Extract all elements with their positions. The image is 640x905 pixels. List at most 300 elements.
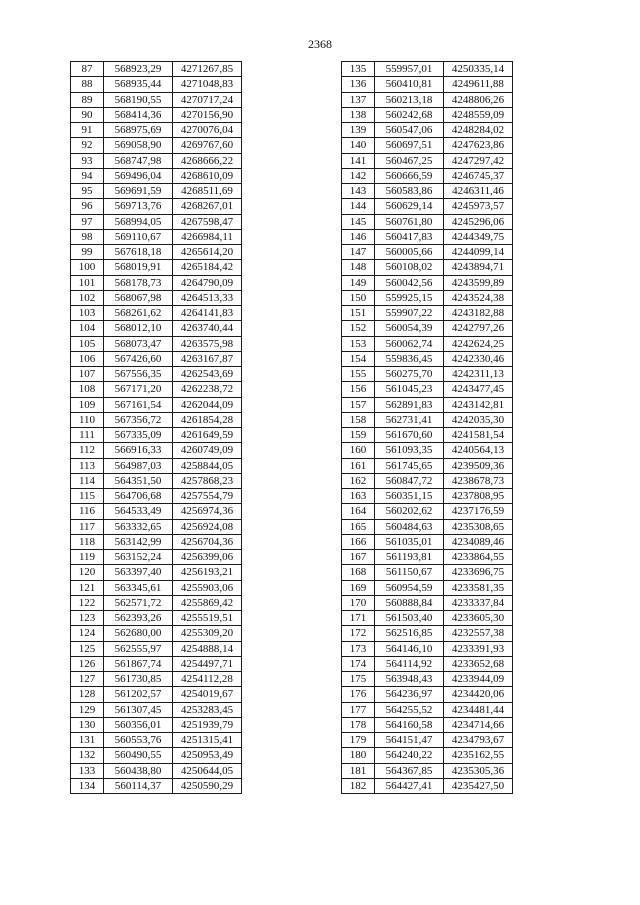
point-number-cell: 89 (71, 92, 104, 107)
y-coordinate-cell: 4233605,30 (444, 611, 513, 626)
table-row (342, 473, 513, 488)
point-number-cell: 93 (71, 153, 104, 168)
x-coordinate-cell: 564146,10 (375, 641, 444, 656)
x-coordinate-cell: 562571,72 (104, 595, 173, 610)
x-coordinate-cell: 561867,74 (104, 656, 173, 671)
point-number-cell: 166 (342, 534, 375, 549)
table-row (342, 138, 513, 153)
coordinates-table-right (341, 61, 513, 794)
y-coordinate-cell: 4270717,24 (173, 92, 242, 107)
table-row (71, 107, 242, 122)
table-row (342, 412, 513, 427)
y-coordinate-cell: 4243599,89 (444, 275, 513, 290)
x-coordinate-cell: 562393,26 (104, 611, 173, 626)
y-coordinate-cell: 4268610,09 (173, 168, 242, 183)
x-coordinate-cell: 561035,01 (375, 534, 444, 549)
table-row (342, 763, 513, 778)
point-number-cell: 112 (71, 443, 104, 458)
x-coordinate-cell: 568261,62 (104, 306, 173, 321)
x-coordinate-cell: 567618,18 (104, 245, 173, 260)
x-coordinate-cell: 560629,14 (375, 199, 444, 214)
table-row (342, 611, 513, 626)
y-coordinate-cell: 4243894,71 (444, 260, 513, 275)
table-row (342, 367, 513, 382)
y-coordinate-cell: 4237808,95 (444, 489, 513, 504)
x-coordinate-cell: 564151,47 (375, 733, 444, 748)
point-number-cell: 134 (71, 778, 104, 793)
table-row (342, 92, 513, 107)
table-row (342, 107, 513, 122)
y-coordinate-cell: 4265614,20 (173, 245, 242, 260)
point-number-cell: 137 (342, 92, 375, 107)
point-number-cell: 111 (71, 428, 104, 443)
table-row (71, 458, 242, 473)
point-number-cell: 141 (342, 153, 375, 168)
x-coordinate-cell: 559907,22 (375, 306, 444, 321)
y-coordinate-cell: 4234089,46 (444, 534, 513, 549)
y-coordinate-cell: 4257554,79 (173, 489, 242, 504)
page-number: 2368 (308, 37, 332, 51)
x-coordinate-cell: 567356,72 (104, 412, 173, 427)
table-row (71, 290, 242, 305)
y-coordinate-cell: 4255869,42 (173, 595, 242, 610)
table-row (342, 168, 513, 183)
x-coordinate-cell: 569110,67 (104, 229, 173, 244)
table-row (71, 733, 242, 748)
x-coordinate-cell: 561745,65 (375, 458, 444, 473)
table-row (342, 504, 513, 519)
point-number-cell: 131 (71, 733, 104, 748)
y-coordinate-cell: 4264513,33 (173, 290, 242, 305)
x-coordinate-cell: 561730,85 (104, 672, 173, 687)
table-row (71, 397, 242, 412)
table-row (71, 336, 242, 351)
point-number-cell: 182 (342, 778, 375, 793)
y-coordinate-cell: 4242035,30 (444, 412, 513, 427)
y-coordinate-cell: 4254888,14 (173, 641, 242, 656)
table-row (342, 443, 513, 458)
point-number-cell: 145 (342, 214, 375, 229)
y-coordinate-cell: 4263167,87 (173, 351, 242, 366)
y-coordinate-cell: 4258844,05 (173, 458, 242, 473)
table-row (342, 199, 513, 214)
x-coordinate-cell: 568073,47 (104, 336, 173, 351)
table-row (71, 534, 242, 549)
table-row (71, 550, 242, 565)
table-row (342, 534, 513, 549)
y-coordinate-cell: 4232557,38 (444, 626, 513, 641)
table-row (71, 778, 242, 793)
point-number-cell: 136 (342, 77, 375, 92)
table-row (342, 336, 513, 351)
y-coordinate-cell: 4251315,41 (173, 733, 242, 748)
table-row (71, 92, 242, 107)
point-number-cell: 97 (71, 214, 104, 229)
y-coordinate-cell: 4250644,05 (173, 763, 242, 778)
y-coordinate-cell: 4263575,98 (173, 336, 242, 351)
point-number-cell: 171 (342, 611, 375, 626)
table-row (342, 733, 513, 748)
table-row (71, 229, 242, 244)
table-row (342, 778, 513, 793)
table-row (342, 748, 513, 763)
x-coordinate-cell: 567426,60 (104, 351, 173, 366)
table-row (342, 245, 513, 260)
point-number-cell: 99 (71, 245, 104, 260)
table-row (71, 595, 242, 610)
y-coordinate-cell: 4254497,71 (173, 656, 242, 671)
y-coordinate-cell: 4235162,55 (444, 748, 513, 763)
y-coordinate-cell: 4255903,06 (173, 580, 242, 595)
x-coordinate-cell: 560847,72 (375, 473, 444, 488)
point-number-cell: 150 (342, 290, 375, 305)
y-coordinate-cell: 4256193,21 (173, 565, 242, 580)
point-number-cell: 147 (342, 245, 375, 260)
table-row (342, 62, 513, 77)
y-coordinate-cell: 4261854,28 (173, 412, 242, 427)
y-coordinate-cell: 4250335,14 (444, 62, 513, 77)
coordinates-table-left (70, 61, 242, 794)
x-coordinate-cell: 562731,41 (375, 412, 444, 427)
table-row (342, 275, 513, 290)
y-coordinate-cell: 4234481,44 (444, 702, 513, 717)
table-row (342, 595, 513, 610)
x-coordinate-cell: 562555,97 (104, 641, 173, 656)
y-coordinate-cell: 4240564,13 (444, 443, 513, 458)
x-coordinate-cell: 561307,45 (104, 702, 173, 717)
point-number-cell: 165 (342, 519, 375, 534)
point-number-cell: 94 (71, 168, 104, 183)
y-coordinate-cell: 4242797,26 (444, 321, 513, 336)
table-row (71, 489, 242, 504)
table-row (71, 123, 242, 138)
x-coordinate-cell: 568414,36 (104, 107, 173, 122)
point-number-cell: 175 (342, 672, 375, 687)
x-coordinate-cell: 560954,59 (375, 580, 444, 595)
y-coordinate-cell: 4239509,36 (444, 458, 513, 473)
y-coordinate-cell: 4268267,01 (173, 199, 242, 214)
table-row (342, 458, 513, 473)
y-coordinate-cell: 4260749,09 (173, 443, 242, 458)
x-coordinate-cell: 560242,68 (375, 107, 444, 122)
table-row (71, 367, 242, 382)
x-coordinate-cell: 561193,81 (375, 550, 444, 565)
x-coordinate-cell: 560114,37 (104, 778, 173, 793)
point-number-cell: 128 (71, 687, 104, 702)
x-coordinate-cell: 568975,69 (104, 123, 173, 138)
point-number-cell: 96 (71, 199, 104, 214)
y-coordinate-cell: 4268511,69 (173, 184, 242, 199)
y-coordinate-cell: 4242624,25 (444, 336, 513, 351)
y-coordinate-cell: 4250953,49 (173, 748, 242, 763)
table-row (342, 428, 513, 443)
x-coordinate-cell: 564706,68 (104, 489, 173, 504)
x-coordinate-cell: 564351,50 (104, 473, 173, 488)
x-coordinate-cell: 569496,04 (104, 168, 173, 183)
x-coordinate-cell: 560490,55 (104, 748, 173, 763)
x-coordinate-cell: 560351,15 (375, 489, 444, 504)
table-row (71, 687, 242, 702)
y-coordinate-cell: 4264141,83 (173, 306, 242, 321)
y-coordinate-cell: 4263740,44 (173, 321, 242, 336)
table-row (342, 717, 513, 732)
point-number-cell: 167 (342, 550, 375, 565)
x-coordinate-cell: 563152,24 (104, 550, 173, 565)
point-number-cell: 146 (342, 229, 375, 244)
table-row (71, 702, 242, 717)
point-number-cell: 126 (71, 656, 104, 671)
table-row (71, 519, 242, 534)
point-number-cell: 148 (342, 260, 375, 275)
point-number-cell: 151 (342, 306, 375, 321)
x-coordinate-cell: 561670,60 (375, 428, 444, 443)
point-number-cell: 176 (342, 687, 375, 702)
y-coordinate-cell: 4262238,72 (173, 382, 242, 397)
y-coordinate-cell: 4246745,37 (444, 168, 513, 183)
point-number-cell: 102 (71, 290, 104, 305)
x-coordinate-cell: 568994,05 (104, 214, 173, 229)
point-number-cell: 108 (71, 382, 104, 397)
y-coordinate-cell: 4233391,93 (444, 641, 513, 656)
point-number-cell: 149 (342, 275, 375, 290)
y-coordinate-cell: 4248806,26 (444, 92, 513, 107)
x-coordinate-cell: 569713,76 (104, 199, 173, 214)
x-coordinate-cell: 561503,40 (375, 611, 444, 626)
x-coordinate-cell: 567161,54 (104, 397, 173, 412)
point-number-cell: 103 (71, 306, 104, 321)
table-row (342, 77, 513, 92)
y-coordinate-cell: 4243142,81 (444, 397, 513, 412)
point-number-cell: 130 (71, 717, 104, 732)
y-coordinate-cell: 4257868,23 (173, 473, 242, 488)
x-coordinate-cell: 562891,83 (375, 397, 444, 412)
y-coordinate-cell: 4248559,09 (444, 107, 513, 122)
table-row (71, 306, 242, 321)
x-coordinate-cell: 569691,59 (104, 184, 173, 199)
y-coordinate-cell: 4241581,54 (444, 428, 513, 443)
y-coordinate-cell: 4255309,20 (173, 626, 242, 641)
point-number-cell: 170 (342, 595, 375, 610)
point-number-cell: 107 (71, 367, 104, 382)
point-number-cell: 153 (342, 336, 375, 351)
point-number-cell: 142 (342, 168, 375, 183)
x-coordinate-cell: 560697,51 (375, 138, 444, 153)
y-coordinate-cell: 4248284,02 (444, 123, 513, 138)
table-row (342, 626, 513, 641)
point-number-cell: 181 (342, 763, 375, 778)
table-row (71, 62, 242, 77)
x-coordinate-cell: 568067,98 (104, 290, 173, 305)
point-number-cell: 88 (71, 77, 104, 92)
y-coordinate-cell: 4233581,35 (444, 580, 513, 595)
table-row (71, 763, 242, 778)
point-number-cell: 173 (342, 641, 375, 656)
x-coordinate-cell: 564240,22 (375, 748, 444, 763)
x-coordinate-cell: 562680,00 (104, 626, 173, 641)
y-coordinate-cell: 4234714,66 (444, 717, 513, 732)
table-row (342, 550, 513, 565)
point-number-cell: 174 (342, 656, 375, 671)
y-coordinate-cell: 4262543,69 (173, 367, 242, 382)
point-number-cell: 125 (71, 641, 104, 656)
point-number-cell: 87 (71, 62, 104, 77)
x-coordinate-cell: 564160,58 (375, 717, 444, 732)
y-coordinate-cell: 4261649,59 (173, 428, 242, 443)
table-row (342, 641, 513, 656)
table-row (71, 245, 242, 260)
table-row (71, 717, 242, 732)
point-number-cell: 172 (342, 626, 375, 641)
point-number-cell: 106 (71, 351, 104, 366)
x-coordinate-cell: 560062,74 (375, 336, 444, 351)
y-coordinate-cell: 4254112,28 (173, 672, 242, 687)
table-row (71, 77, 242, 92)
point-number-cell: 156 (342, 382, 375, 397)
table-row (71, 214, 242, 229)
y-coordinate-cell: 4270156,90 (173, 107, 242, 122)
x-coordinate-cell: 560356,01 (104, 717, 173, 732)
point-number-cell: 158 (342, 412, 375, 427)
point-number-cell: 105 (71, 336, 104, 351)
x-coordinate-cell: 561045,23 (375, 382, 444, 397)
x-coordinate-cell: 568935,44 (104, 77, 173, 92)
point-number-cell: 113 (71, 458, 104, 473)
x-coordinate-cell: 560213,18 (375, 92, 444, 107)
point-number-cell: 152 (342, 321, 375, 336)
x-coordinate-cell: 560108,02 (375, 260, 444, 275)
point-number-cell: 121 (71, 580, 104, 595)
y-coordinate-cell: 4234420,06 (444, 687, 513, 702)
point-number-cell: 135 (342, 62, 375, 77)
x-coordinate-cell: 564255,52 (375, 702, 444, 717)
y-coordinate-cell: 4233337,84 (444, 595, 513, 610)
table-row (342, 702, 513, 717)
point-number-cell: 177 (342, 702, 375, 717)
x-coordinate-cell: 568012,10 (104, 321, 173, 336)
y-coordinate-cell: 4245973,57 (444, 199, 513, 214)
x-coordinate-cell: 560005,66 (375, 245, 444, 260)
point-number-cell: 168 (342, 565, 375, 580)
x-coordinate-cell: 568923,29 (104, 62, 173, 77)
table-row (71, 748, 242, 763)
point-number-cell: 159 (342, 428, 375, 443)
point-number-cell: 122 (71, 595, 104, 610)
point-number-cell: 100 (71, 260, 104, 275)
point-number-cell: 109 (71, 397, 104, 412)
x-coordinate-cell: 562516,85 (375, 626, 444, 641)
point-number-cell: 91 (71, 123, 104, 138)
point-number-cell: 155 (342, 367, 375, 382)
table-row (71, 504, 242, 519)
x-coordinate-cell: 567556,35 (104, 367, 173, 382)
x-coordinate-cell: 564427,41 (375, 778, 444, 793)
point-number-cell: 92 (71, 138, 104, 153)
x-coordinate-cell: 560417,83 (375, 229, 444, 244)
x-coordinate-cell: 559836,45 (375, 351, 444, 366)
table-row (71, 473, 242, 488)
y-coordinate-cell: 4271267,85 (173, 62, 242, 77)
table-row (342, 153, 513, 168)
y-coordinate-cell: 4233652,68 (444, 656, 513, 671)
point-number-cell: 119 (71, 550, 104, 565)
table-row (342, 321, 513, 336)
table-row (342, 260, 513, 275)
table-row (71, 412, 242, 427)
table-row (342, 565, 513, 580)
y-coordinate-cell: 4262044,09 (173, 397, 242, 412)
table-row (71, 428, 242, 443)
x-coordinate-cell: 559957,01 (375, 62, 444, 77)
x-coordinate-cell: 560275,70 (375, 367, 444, 382)
point-number-cell: 163 (342, 489, 375, 504)
point-number-cell: 117 (71, 519, 104, 534)
table-row (342, 214, 513, 229)
point-number-cell: 118 (71, 534, 104, 549)
point-number-cell: 160 (342, 443, 375, 458)
point-number-cell: 95 (71, 184, 104, 199)
y-coordinate-cell: 4269767,60 (173, 138, 242, 153)
y-coordinate-cell: 4242311,13 (444, 367, 513, 382)
y-coordinate-cell: 4243524,38 (444, 290, 513, 305)
y-coordinate-cell: 4256704,36 (173, 534, 242, 549)
table-row (342, 580, 513, 595)
y-coordinate-cell: 4245296,06 (444, 214, 513, 229)
y-coordinate-cell: 4249611,88 (444, 77, 513, 92)
x-coordinate-cell: 560547,06 (375, 123, 444, 138)
x-coordinate-cell: 564367,85 (375, 763, 444, 778)
x-coordinate-cell: 560202,62 (375, 504, 444, 519)
x-coordinate-cell: 568190,55 (104, 92, 173, 107)
table-row (71, 184, 242, 199)
y-coordinate-cell: 4243477,45 (444, 382, 513, 397)
x-coordinate-cell: 568019,91 (104, 260, 173, 275)
y-coordinate-cell: 4233864,55 (444, 550, 513, 565)
table-row (342, 351, 513, 366)
y-coordinate-cell: 4255519,51 (173, 611, 242, 626)
y-coordinate-cell: 4268666,22 (173, 153, 242, 168)
y-coordinate-cell: 4254019,67 (173, 687, 242, 702)
point-number-cell: 98 (71, 229, 104, 244)
point-number-cell: 138 (342, 107, 375, 122)
x-coordinate-cell: 567171,20 (104, 382, 173, 397)
table-row (71, 351, 242, 366)
point-number-cell: 124 (71, 626, 104, 641)
table-row (342, 382, 513, 397)
table-row (71, 382, 242, 397)
y-coordinate-cell: 4235427,50 (444, 778, 513, 793)
y-coordinate-cell: 4247623,86 (444, 138, 513, 153)
point-number-cell: 139 (342, 123, 375, 138)
y-coordinate-cell: 4244349,75 (444, 229, 513, 244)
table-row (71, 672, 242, 687)
point-number-cell: 169 (342, 580, 375, 595)
point-number-cell: 123 (71, 611, 104, 626)
x-coordinate-cell: 560467,25 (375, 153, 444, 168)
y-coordinate-cell: 4243182,88 (444, 306, 513, 321)
table-row (342, 687, 513, 702)
x-coordinate-cell: 563142,99 (104, 534, 173, 549)
x-coordinate-cell: 567335,09 (104, 428, 173, 443)
x-coordinate-cell: 564987,03 (104, 458, 173, 473)
x-coordinate-cell: 560553,76 (104, 733, 173, 748)
y-coordinate-cell: 4233696,75 (444, 565, 513, 580)
point-number-cell: 120 (71, 565, 104, 580)
x-coordinate-cell: 560888,84 (375, 595, 444, 610)
point-number-cell: 143 (342, 184, 375, 199)
y-coordinate-cell: 4256399,06 (173, 550, 242, 565)
x-coordinate-cell: 560410,81 (375, 77, 444, 92)
y-coordinate-cell: 4253283,45 (173, 702, 242, 717)
